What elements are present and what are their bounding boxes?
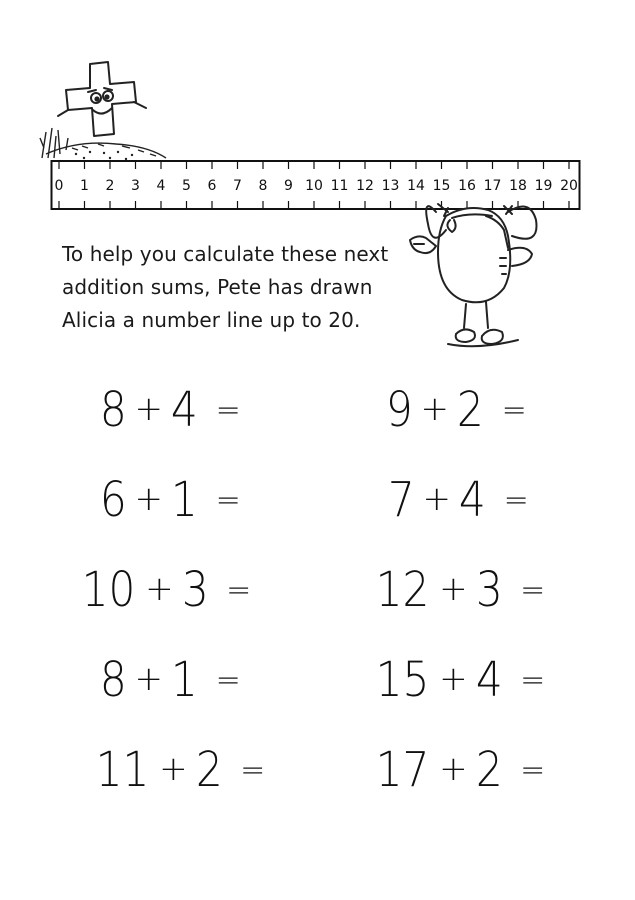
instruction-line-2: addition sums, Pete has drawn: [62, 275, 373, 299]
sum-operand-a: 8: [99, 382, 127, 438]
sum-left-1: [98, 379, 241, 439]
number-line-label: 7: [233, 178, 242, 194]
sum-operand-b: 4: [170, 382, 198, 438]
number-line-label: 16: [458, 178, 476, 194]
alicia-character-illustration: [408, 190, 556, 358]
plus-sign: +: [422, 479, 452, 519]
instruction-line-3: Alicia a number line up to 20.: [62, 308, 361, 332]
equals-sign: =: [240, 753, 266, 788]
number-line-label: 11: [330, 178, 349, 194]
plus-sign: +: [439, 749, 468, 789]
plus-sign: +: [134, 389, 164, 429]
equals-sign: =: [520, 573, 546, 608]
sum-operand-b: 1: [170, 472, 198, 528]
plus-sign: +: [134, 659, 164, 699]
sum-operand-b: 3: [181, 562, 209, 618]
sum-operand-a: 7: [387, 472, 415, 528]
equals-sign: =: [215, 483, 241, 518]
number-line-label: 4: [156, 178, 166, 194]
number-line-label: 9: [284, 178, 293, 194]
number-line-label: 1: [80, 178, 89, 194]
sum-left-3: [78, 559, 251, 619]
number-line-label: 15: [432, 178, 451, 194]
sum-operand-a: 10: [81, 562, 136, 618]
plus-sign: +: [159, 749, 188, 789]
plus-sign: +: [439, 659, 468, 699]
number-line-label: 10: [305, 178, 323, 194]
equals-sign: =: [215, 663, 241, 698]
sum-operand-a: 11: [95, 742, 150, 798]
number-line-label: 12: [356, 178, 374, 194]
sum-operand-b: 1: [170, 652, 198, 708]
equals-sign: =: [503, 483, 529, 518]
plus-sign: +: [420, 389, 450, 429]
sum-right-2: [386, 469, 529, 529]
instruction-line-1: To help you calculate these next: [62, 242, 389, 266]
equals-sign: =: [520, 663, 546, 698]
number-line-label: 13: [381, 178, 400, 194]
number-line-label: 19: [534, 178, 553, 194]
number-line-label: 3: [131, 178, 140, 194]
sum-left-5: [92, 739, 265, 799]
number-line-label: 14: [407, 178, 425, 194]
sum-right-3: [372, 559, 545, 619]
sum-operand-b: 4: [458, 472, 486, 528]
sum-operand-a: 8: [99, 652, 127, 708]
sum-operand-b: 4: [475, 652, 503, 708]
sum-operand-b: 3: [475, 562, 503, 618]
sum-operand-b: 2: [456, 382, 484, 438]
equals-sign: =: [520, 753, 546, 788]
equals-sign: =: [215, 393, 241, 428]
number-line-label: 8: [258, 178, 268, 194]
number-line-label: 5: [182, 178, 191, 194]
number-line-label: 2: [105, 178, 115, 194]
sum-operand-a: 12: [375, 562, 430, 618]
sum-right-1: [384, 379, 527, 439]
sum-right-4: [372, 649, 545, 709]
equals-sign: =: [226, 573, 252, 608]
number-line-label: 0: [54, 178, 64, 194]
equals-sign: =: [501, 393, 527, 428]
sum-left-2: [98, 469, 241, 529]
plus-sign: +: [134, 479, 164, 519]
number-line-label: 6: [207, 178, 217, 194]
instruction-text: [62, 238, 422, 337]
sum-operand-a: 9: [385, 382, 413, 438]
sum-operand-a: 17: [375, 742, 430, 798]
sum-operand-a: 15: [375, 652, 430, 708]
sum-operand-b: 2: [475, 742, 503, 798]
sum-right-5: [372, 739, 545, 799]
sum-left-4: [98, 649, 241, 709]
number-line-label: 17: [483, 178, 502, 194]
sum-operand-b: 2: [195, 742, 223, 798]
plus-sign: +: [439, 569, 468, 609]
sum-operand-a: 6: [99, 472, 127, 528]
plus-sign: +: [145, 569, 174, 609]
number-line-label: 18: [509, 178, 527, 194]
pete-plus-mascot-illustration: [38, 58, 173, 168]
number-line-label: 20: [560, 178, 578, 194]
